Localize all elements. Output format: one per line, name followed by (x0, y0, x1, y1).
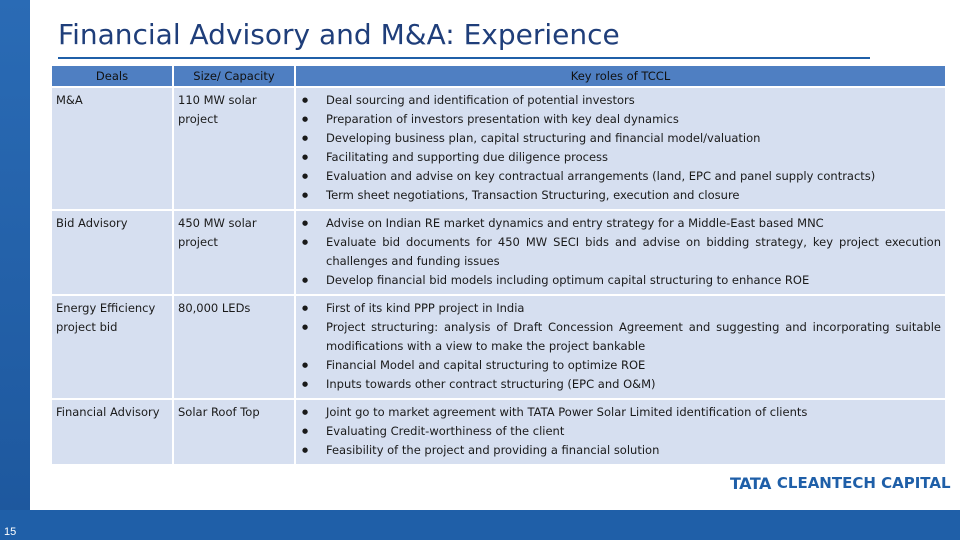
list-item: ● Evaluate bid documents for 450 MW SECI bids and advise on bidding strategy, key project execution challenges and funding issues (300, 233, 941, 271)
table-row (52, 86, 945, 209)
slide-title: Financial Advisory and M&A: Experience (58, 18, 620, 51)
table-row (52, 294, 945, 398)
page-number: 15 (4, 526, 17, 538)
list-item: ● Evaluating Credit-worthiness of the client (300, 422, 941, 441)
list-item: ● Developing business plan, capital structuring and financial model/valuation (300, 129, 941, 148)
table-row (52, 398, 945, 464)
list-item: ● Develop financial bid models including optimum capital structuring to enhance ROE (300, 271, 941, 290)
size-cell: 450 MW solar project (174, 209, 296, 294)
list-item: ● Facilitating and supporting due diligence process (300, 148, 941, 167)
roles-list (300, 299, 941, 394)
logo-mark: TATA (730, 473, 771, 493)
list-item: ● Preparation of investors presentation with key deal dynamics (300, 110, 941, 129)
roles-list (300, 214, 941, 290)
list-item: ● Term sheet negotiations, Transaction Structuring, execution and closure (300, 186, 941, 205)
size-cell: 110 MW solar project (174, 86, 296, 209)
list-item: ● Financial Model and capital structuring to optimize ROE (300, 356, 941, 375)
roles-cell (296, 86, 945, 209)
list-item: ● Evaluation and advise on key contractual arrangements (land, EPC and panel supply contracts) (300, 167, 941, 186)
header-size-capacity: Size/ Capacity (174, 66, 296, 86)
roles-list (300, 91, 941, 205)
roles-cell (296, 209, 945, 294)
title-underline (58, 57, 870, 59)
table-row (52, 209, 945, 294)
deal-cell: Energy Efficiency project bid (52, 294, 174, 398)
list-item: ● Advise on Indian RE market dynamics and entry strategy for a Middle-East based MNC (300, 214, 941, 233)
size-cell: 80,000 LEDs (174, 294, 296, 398)
left-accent-bar (0, 0, 30, 540)
deal-cell: M&A (52, 86, 174, 209)
deal-cell: Financial Advisory (52, 398, 174, 464)
list-item: ● Joint go to market agreement with TATA Power Solar Limited identification of clients (300, 403, 941, 422)
header-key-roles: Key roles of TCCL (296, 66, 945, 86)
experience-table (52, 66, 945, 464)
list-item: ● Project structuring: analysis of Draft Concession Agreement and suggesting and incorporating suitable modifications with a view to make the project bankable (300, 318, 941, 356)
tata-cleantech-logo (730, 471, 951, 495)
roles-cell (296, 294, 945, 398)
logo-text: CLEANTECH CAPITAL (776, 474, 951, 492)
header-deals: Deals (52, 66, 174, 86)
list-item: ● First of its kind PPP project in India (300, 299, 941, 318)
roles-cell (296, 398, 945, 464)
size-cell: Solar Roof Top (174, 398, 296, 464)
bottom-accent-bar (0, 510, 960, 540)
list-item: ● Inputs towards other contract structuring (EPC and O&M) (300, 375, 941, 394)
list-item: ● Feasibility of the project and providing a financial solution (300, 441, 941, 460)
table-header-row (52, 66, 945, 86)
deal-cell: Bid Advisory (52, 209, 174, 294)
list-item: ● Deal sourcing and identification of potential investors (300, 91, 941, 110)
roles-list (300, 403, 941, 460)
